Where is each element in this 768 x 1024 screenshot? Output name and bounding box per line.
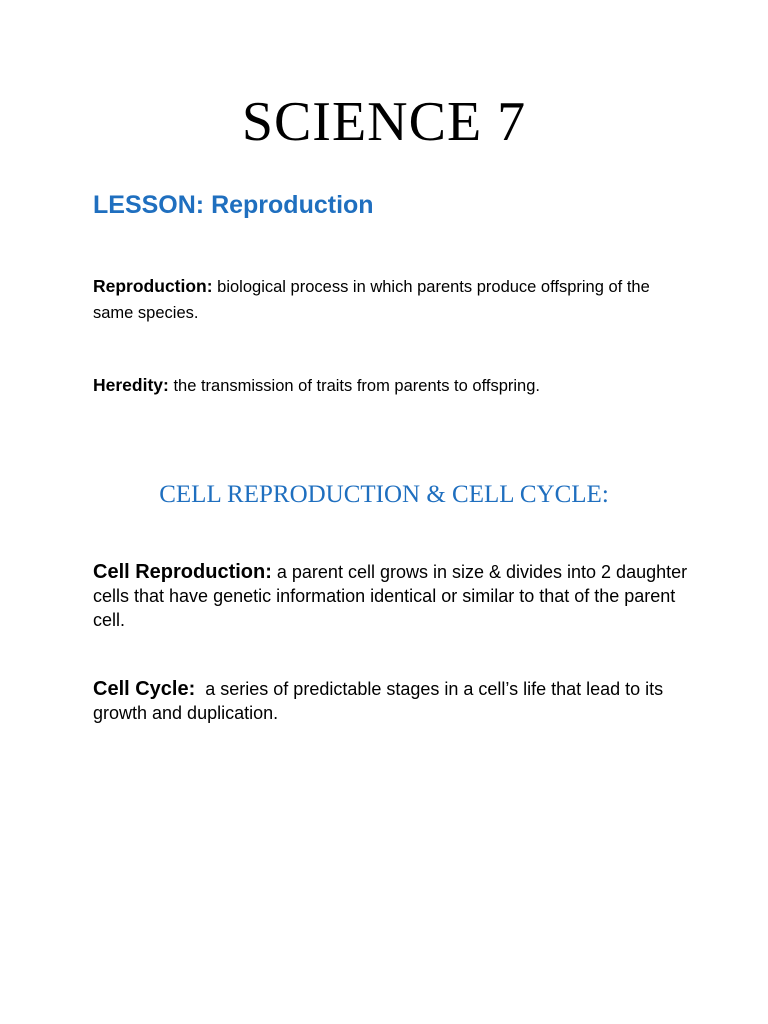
section-heading: CELL REPRODUCTION & CELL CYCLE:: [159, 481, 609, 508]
definition-cell-reproduction: [93, 560, 693, 632]
definition-text: a parent cell grows in size & divides into 2 daughter cells that have genetic information identical or similar to that of the parent cell.: [93, 562, 688, 630]
definition-term: Heredity:: [93, 375, 169, 395]
definition-term: Cell Cycle:: [93, 678, 196, 700]
definition-term: Cell Reproduction:: [93, 561, 272, 583]
definition-text: biological process in which parents produce offspring of the same species.: [93, 278, 650, 322]
definition-text: the transmission of traits from parents to offspring.: [168, 377, 540, 395]
definition-heredity: [93, 372, 653, 399]
definition-cell-cycle: [93, 677, 693, 725]
definition-text: a series of predictable stages in a cell’s life that lead to its growth and duplication.: [93, 679, 669, 723]
definition-reproduction: [93, 273, 653, 326]
definition-term: Reproduction:: [93, 276, 213, 296]
page-title: SCIENCE 7: [241, 91, 527, 153]
lesson-heading: LESSON: Reproduction: [93, 191, 374, 219]
